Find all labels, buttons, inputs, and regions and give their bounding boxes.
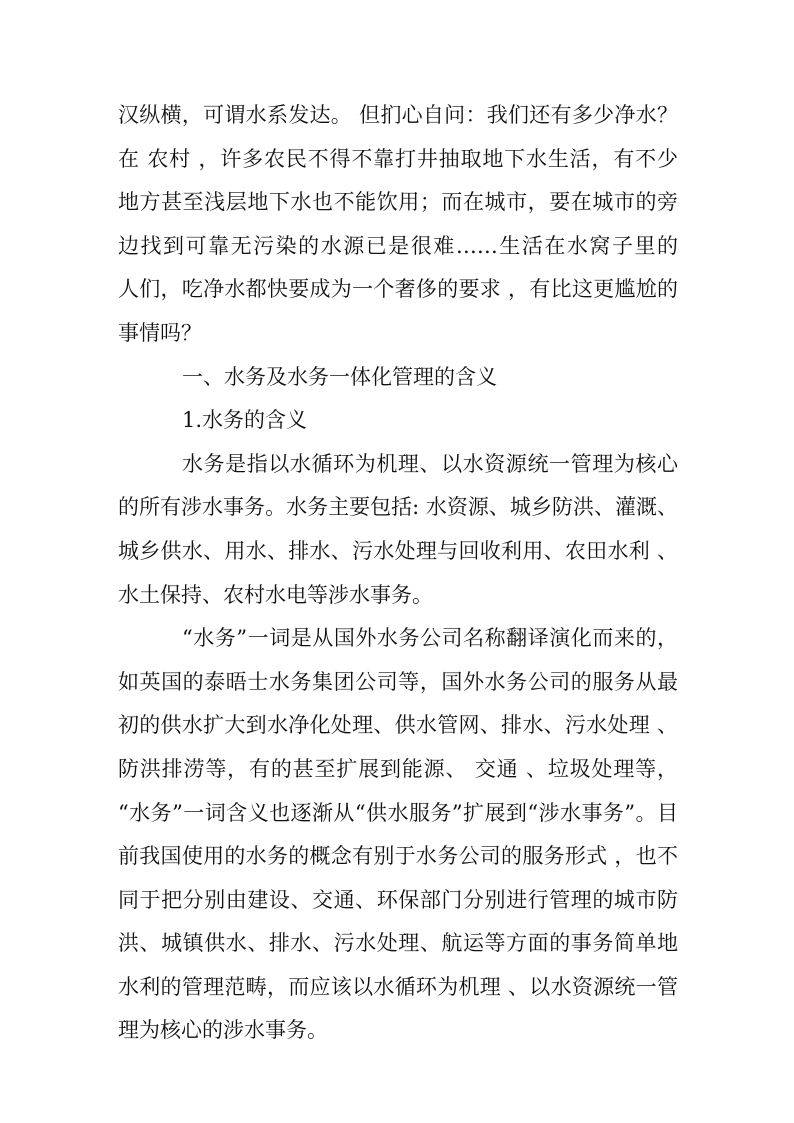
text-line: 洪、城镇供水、排水、污水处理、航运等方面的事务简单地 xyxy=(118,931,678,956)
paragraph-first-line: 水务是指以水循环为机理、以水资源统一管理为核心 xyxy=(182,451,678,476)
text-line: 同于把分别由建设、交通、环保部门分别进行管理的城市防 xyxy=(118,887,678,912)
text-line: 如英国的泰晤士水务集团公司等，国外水务公司的服务从最 xyxy=(118,669,678,694)
text-line: 水利的管理范畴，而应该以水循环为机理 、以水资源统一管 xyxy=(118,974,678,999)
text-line: 边找到可靠无污染的水源已是很难……生活在水窝子里的 xyxy=(118,233,678,258)
text-line: 汉纵横，可谓水系发达。 但扪心自问：我们还有多少净水？ xyxy=(118,103,678,127)
text-line: 在 农村 ，许多农民不得不靠打井抽取地下水生活，有不少 xyxy=(118,146,678,171)
text-line: 事情吗？ xyxy=(118,320,202,345)
text-line: 地方甚至浅层地下水也不能饮用；而在城市，要在城市的旁 xyxy=(118,190,678,215)
text-line: 理为核心的涉水事务。 xyxy=(118,1018,328,1043)
subsection-heading: 1.水务的含义 xyxy=(182,408,308,433)
text-line: “水务”一词含义也逐渐从“供水服务”扩展到“涉水事务”。目 xyxy=(118,800,678,825)
text-line: 初的供水扩大到水净化处理、供水管网、排水、污水处理 、 xyxy=(118,713,678,738)
document-body xyxy=(118,94,678,1053)
text-line: 的所有涉水事务。水务主要包括: 水资源、城乡防洪、灌溉、 xyxy=(118,495,678,520)
text-line: 防洪排涝等，有的甚至扩展到能源、 交通 、垃圾处理等， xyxy=(118,756,678,781)
text-line: 人们，吃净水都快要成为一个奢侈的要求 ，有比这更尴尬的 xyxy=(118,277,678,302)
text-line: 水土保持、农村水电等涉水事务。 xyxy=(118,582,433,607)
text-line: 前我国使用的水务的概念有别于水务公司的服务形式 ，也不 xyxy=(118,844,678,869)
section-heading: 一、水务及水务一体化管理的含义 xyxy=(182,364,497,389)
paragraph-first-line: “水务”一词是从国外水务公司名称翻译演化而来的， xyxy=(182,626,678,651)
text-line: 城乡供水、用水、排水、污水处理与回收利用、农田水利 、 xyxy=(118,538,678,563)
